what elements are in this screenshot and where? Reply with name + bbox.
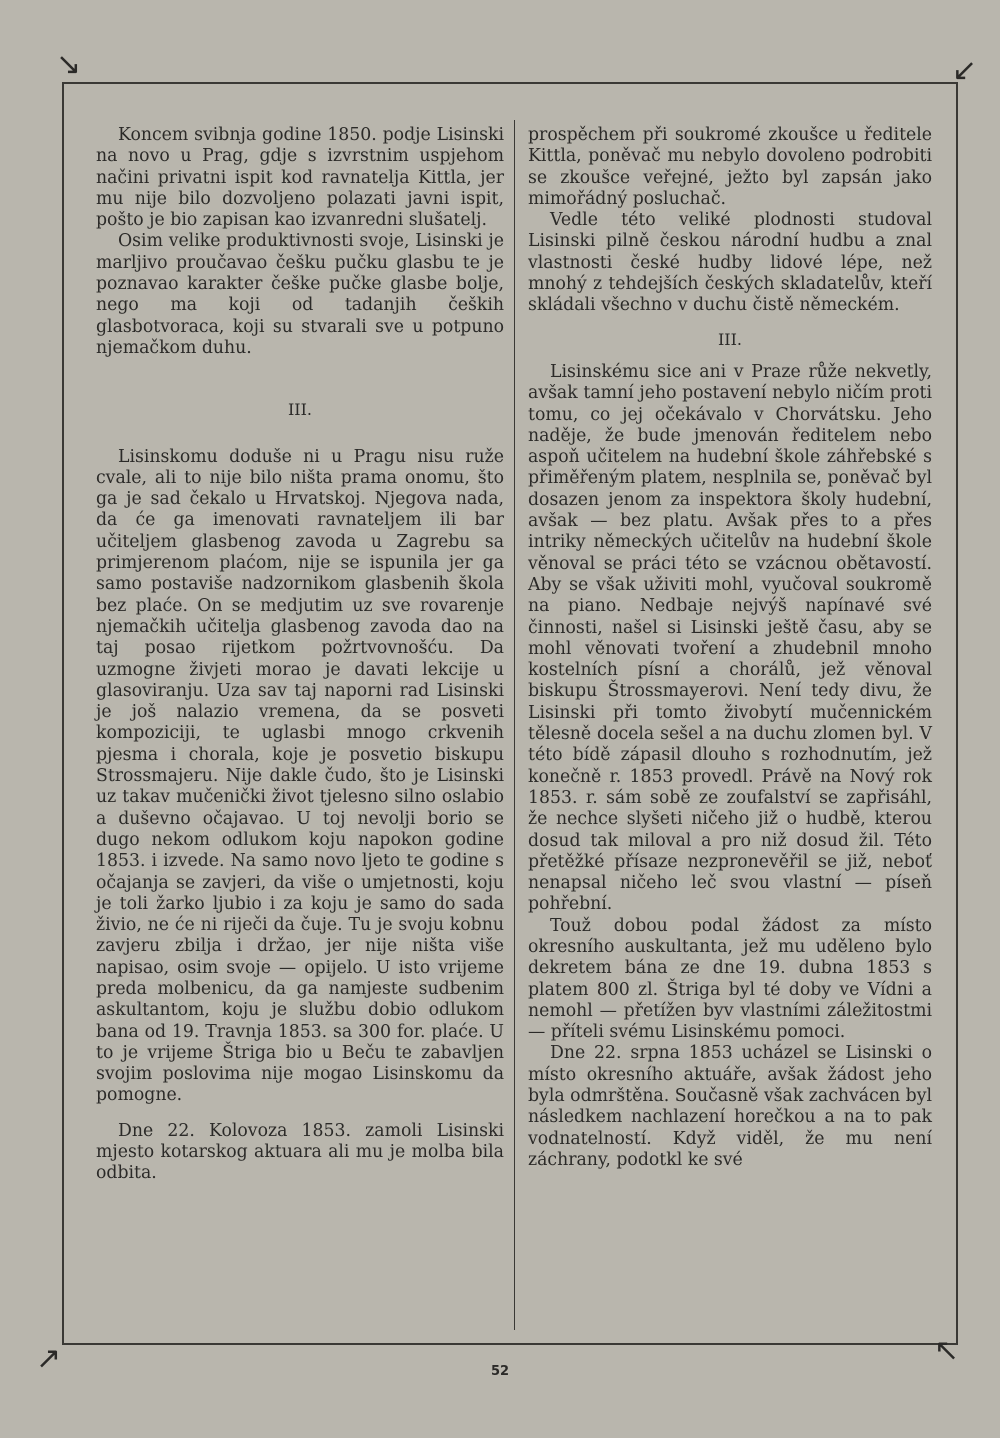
right-section-heading: III.	[717, 329, 743, 349]
corner-mark-bottom-right: ↖	[934, 1333, 960, 1368]
corner-mark-bottom-left: ↗	[36, 1341, 62, 1376]
right-paragraph-2: Vedle této veliké plodnosti studoval Lisinski pilně českou národní hudbu a znal vlastnosti české hudby lidové lépe, než mnohý z tehdejších českých skladatelův, kteří skládali všechno v duchu čistě německém.	[528, 210, 932, 316]
right-paragraph-5: Dne 22. srpna 1853 ucházel se Lisinski o místo okresního aktuáře, avšak žádost jeho byla odmrštěna. Současně však zachvácen byl následkem nachlazení horečkou a na to pak vodnatelností. Když viděl, že mu není záchrany, podotkl ke své	[528, 1043, 932, 1170]
left-paragraph-2: Osim velike produktivnosti svoje, Lisinski je marljivo proučavao češku pučku glasbu te je poznavao karakter češke pučke glasbe bolje, nego ma koji od tadanjih čeških glasbotvoraca, koji su stvarali sve u potpuno njemačkom duhu.	[96, 231, 504, 358]
corner-mark-top-right: ↙	[952, 53, 978, 88]
corner-mark-top-left: ↘	[56, 47, 82, 82]
left-section-heading: III.	[287, 400, 313, 420]
left-paragraph-1: Koncem svibnja godine 1850. podje Lisinski na novo u Prag, gdje s izvrstnim uspjehom načini privatni ispit kod ravnatelja Kittla, jer mu nije bilo dozvoljeno polazati javni ispit, pošto je bio zapisan kao izvanredni slušatelj.	[96, 125, 504, 231]
right-paragraph-3: Lisinskému sice ani v Praze růže nekvetly, avšak tamní jeho postavení nebylo ničím proti tomu, co jej očekávalo v Chorvátsku. Jeho naděje, že bude jmenován ředitelem nebo aspoň učitelem na hudební škole záhřebské s přiměřeným platem, nesplnila se, poněvač byl dosazen jenom za inspektora školy hudební, avšak — bez platu. Avšak přes to a přes intriky německých učitelův na hudební škole věnoval se práci této se vzácnou obětavostí. Aby se však uživiti mohl, vyučoval soukromě na piano. Nedbaje nejvýš napínavé své činnosti, našel si Lisinski ještě času, aby se mohl věnovati tvoření a zhudebnil mnoho kostelních písní a chorálů, jež věnoval biskupu Štrossmayerovi. Není tedy divu, že Lisinski při tomto živobytí mučennickém tělesně docela sešel a na duchu zlomen byl. V této bídě zápasil dlouho s rozhodnutím, jež konečně r. 1853 provedl. Právě na Nový rok 1853. r. sám sobě ze zoufalství se zapřisáhl, že nechce slyšeti ničeho již o hudbě, kterou dosud tak miloval a pro niž dosud žil. Této přetěžké přísaze nezpronevěřil se již, neboť nenapsal ničeho leč svou vlastní — píseň pohřební.	[528, 361, 932, 915]
left-paragraph-4: Dne 22. Kolovoza 1853. zamoli Lisinski mjesto kotarskog aktuara ali mu je molba bila odbita.	[96, 1120, 504, 1184]
page-number: 52	[490, 1364, 510, 1379]
column-divider	[514, 120, 515, 1330]
left-column-croatian	[96, 125, 504, 1185]
right-column-czech	[528, 125, 932, 1171]
right-paragraph-4: Touž dobou podal žádost za místo okresního auskultanta, jež mu uděleno bylo dekretem bána ze dne 19. dubna 1853 s platem 800 zl. Štriga byl té doby ve Vídni a nemohl — přetížen byv vlastními záležitostmi — příteli svému Lisinskému pomoci.	[528, 915, 932, 1043]
left-paragraph-3: Lisinskomu doduše ni u Pragu nisu ruže cvale, ali to nije bilo ništa prama onomu, što ga je sad čekalo u Hrvatskoj. Njegova nada, da će ga imenovati ravnateljem ili bar učiteljem glasbenog zavoda u Zagrebu sa primjerenom plaćom, nije se ispunila jer ga samo postaviše nadzornikom glasbenih škola bez plaće. On se medjutim uz sve rovarenje njemačkih učitelja glasbenog zavoda dao na taj posao rijetkom požrtvovnošću. Da uzmogne živjeti morao je davati lekcije u glasoviranju. Uza sav taj naporni rad Lisinski je još nalazio vremena, da se posveti kompoziciji, te uglasbi mnogo crkvenih pjesma i chorala, koje je posvetio biskupu Strossmajeru. Nije dakle čudo, što je Lisinski uz takav mučenički život tjelesno silno oslabio a duševno očajavao. U toj nevolji borio se dugo nekom odlukom koju napokon godine 1853. i izvede. Na samo novo ljeto te godine s očajanja se zavjeri, da više o umjetnosti, koju je toli žarko ljubio i za koju je samo do sada živio, ne će ni riječi da čuje. Tu je svoju kobnu zavjeru zbilja i držao, jer nije ništa više napisao, osim svoje — opijelo. U isto vrijeme preda molbenicu, da ga namjeste sudbenim askultantom, koju je službu dobio odlukom bana od 19. Travnja 1853. sa 300 for. plaće. U to je vrijeme Štriga bio u Beču te zabavljen svojim poslovima nije mogao Lisinskomu da pomogne.	[96, 446, 504, 1106]
right-paragraph-1: prospěchem při soukromé zkoušce u ředitele Kittla, poněvač mu nebylo dovoleno podrobiti se zkoušce veřejné, ježto byl zapsán jako mimořádný posluchač.	[528, 125, 932, 209]
